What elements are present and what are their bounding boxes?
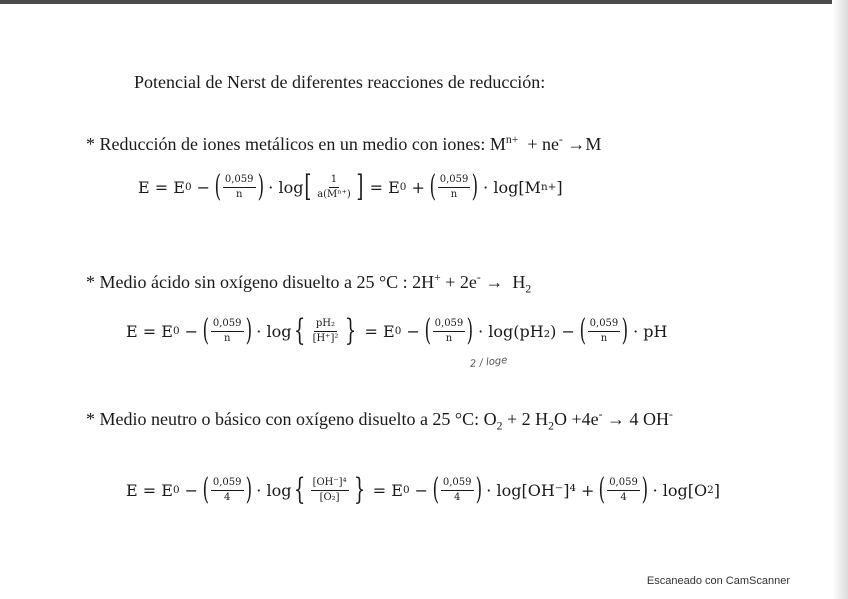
camscanner-watermark: Escaneado con CamScanner <box>646 575 790 587</box>
pressure-fraction: $\frac{\text{pH₂}}{\text{[H⁺]²}}$ <box>312 318 339 344</box>
bullet-metal-ions: * Reducción de iones metálicos en un medio con iones: $M^{n+} + ne^- \to M$ <box>86 133 602 154</box>
bullet-acid-medium: * Medio ácido sin oxígeno disuelto a 25 °C : $2H^+ + 2e^- \to H_2$ <box>86 271 532 296</box>
coefficient-fraction: $\frac{0,059}{4}$ <box>609 477 638 503</box>
activity-fraction: $\frac{1}{\text{a(Mⁿ⁺)}}$ <box>317 174 351 200</box>
page-title: Potencial de Nerst de diferentes reacciones de reducción: <box>134 72 546 92</box>
equation-neutral-basic-medium: E = E 0 − ( $\frac{0,059}{4}$ ) · log { $\frac{\text{[OH⁻]⁴}}{\text{[O₂]}}$ } = E 0 − ( $\frac{0,059}{4}$ ) · log[OH⁻]⁴ + ( $\frac{0,059}{4}$ ) · log[O 2 ] <box>126 472 721 507</box>
coefficient-fraction: $\frac{0,059}{4}$ <box>442 477 472 503</box>
coefficient-fraction: $\frac{0,059}{n}$ <box>439 174 469 200</box>
coefficient-fraction: $\frac{0,059}{n}$ <box>224 174 254 200</box>
handwritten-note: 2 / loge <box>469 355 508 370</box>
equation-metal-ions: E = E 0 − ( $\frac{0,059}{n}$ ) · log [ $\frac{1}{\text{a(Mⁿ⁺)}}$ ] = E 0 + ( $\frac{0,059}{n}$ ) · log[M n+ ] <box>138 169 563 204</box>
coefficient-fraction: $\frac{0,059}{n}$ <box>434 318 464 344</box>
coefficient-fraction: $\frac{0,059}{4}$ <box>212 477 242 503</box>
coefficient-fraction: $\frac{0,059}{n}$ <box>589 318 619 344</box>
coefficient-fraction: $\frac{0,059}{n}$ <box>212 318 242 344</box>
bullet-neutral-basic-medium: * Medio neutro o básico con oxígeno disuelto a 25 °C: $O_2 + 2$ $H_2O +4e^- \to 4$ OH- <box>86 408 673 433</box>
scan-top-edge <box>0 0 848 4</box>
scan-right-edge <box>832 0 848 599</box>
concentration-fraction: $\frac{\text{[OH⁻]⁴}}{\text{[O₂]}}$ <box>312 477 347 503</box>
equation-acid-medium: E = E 0 − ( $\frac{0,059}{n}$ ) · log { $\frac{\text{pH₂}}{\text{[H⁺]²}}$ } = E 0 − ( $\frac{0,059}{n}$ ) · log(pH₂) − ( $\frac{0,059}{n}$ ) · pH <box>126 313 668 348</box>
